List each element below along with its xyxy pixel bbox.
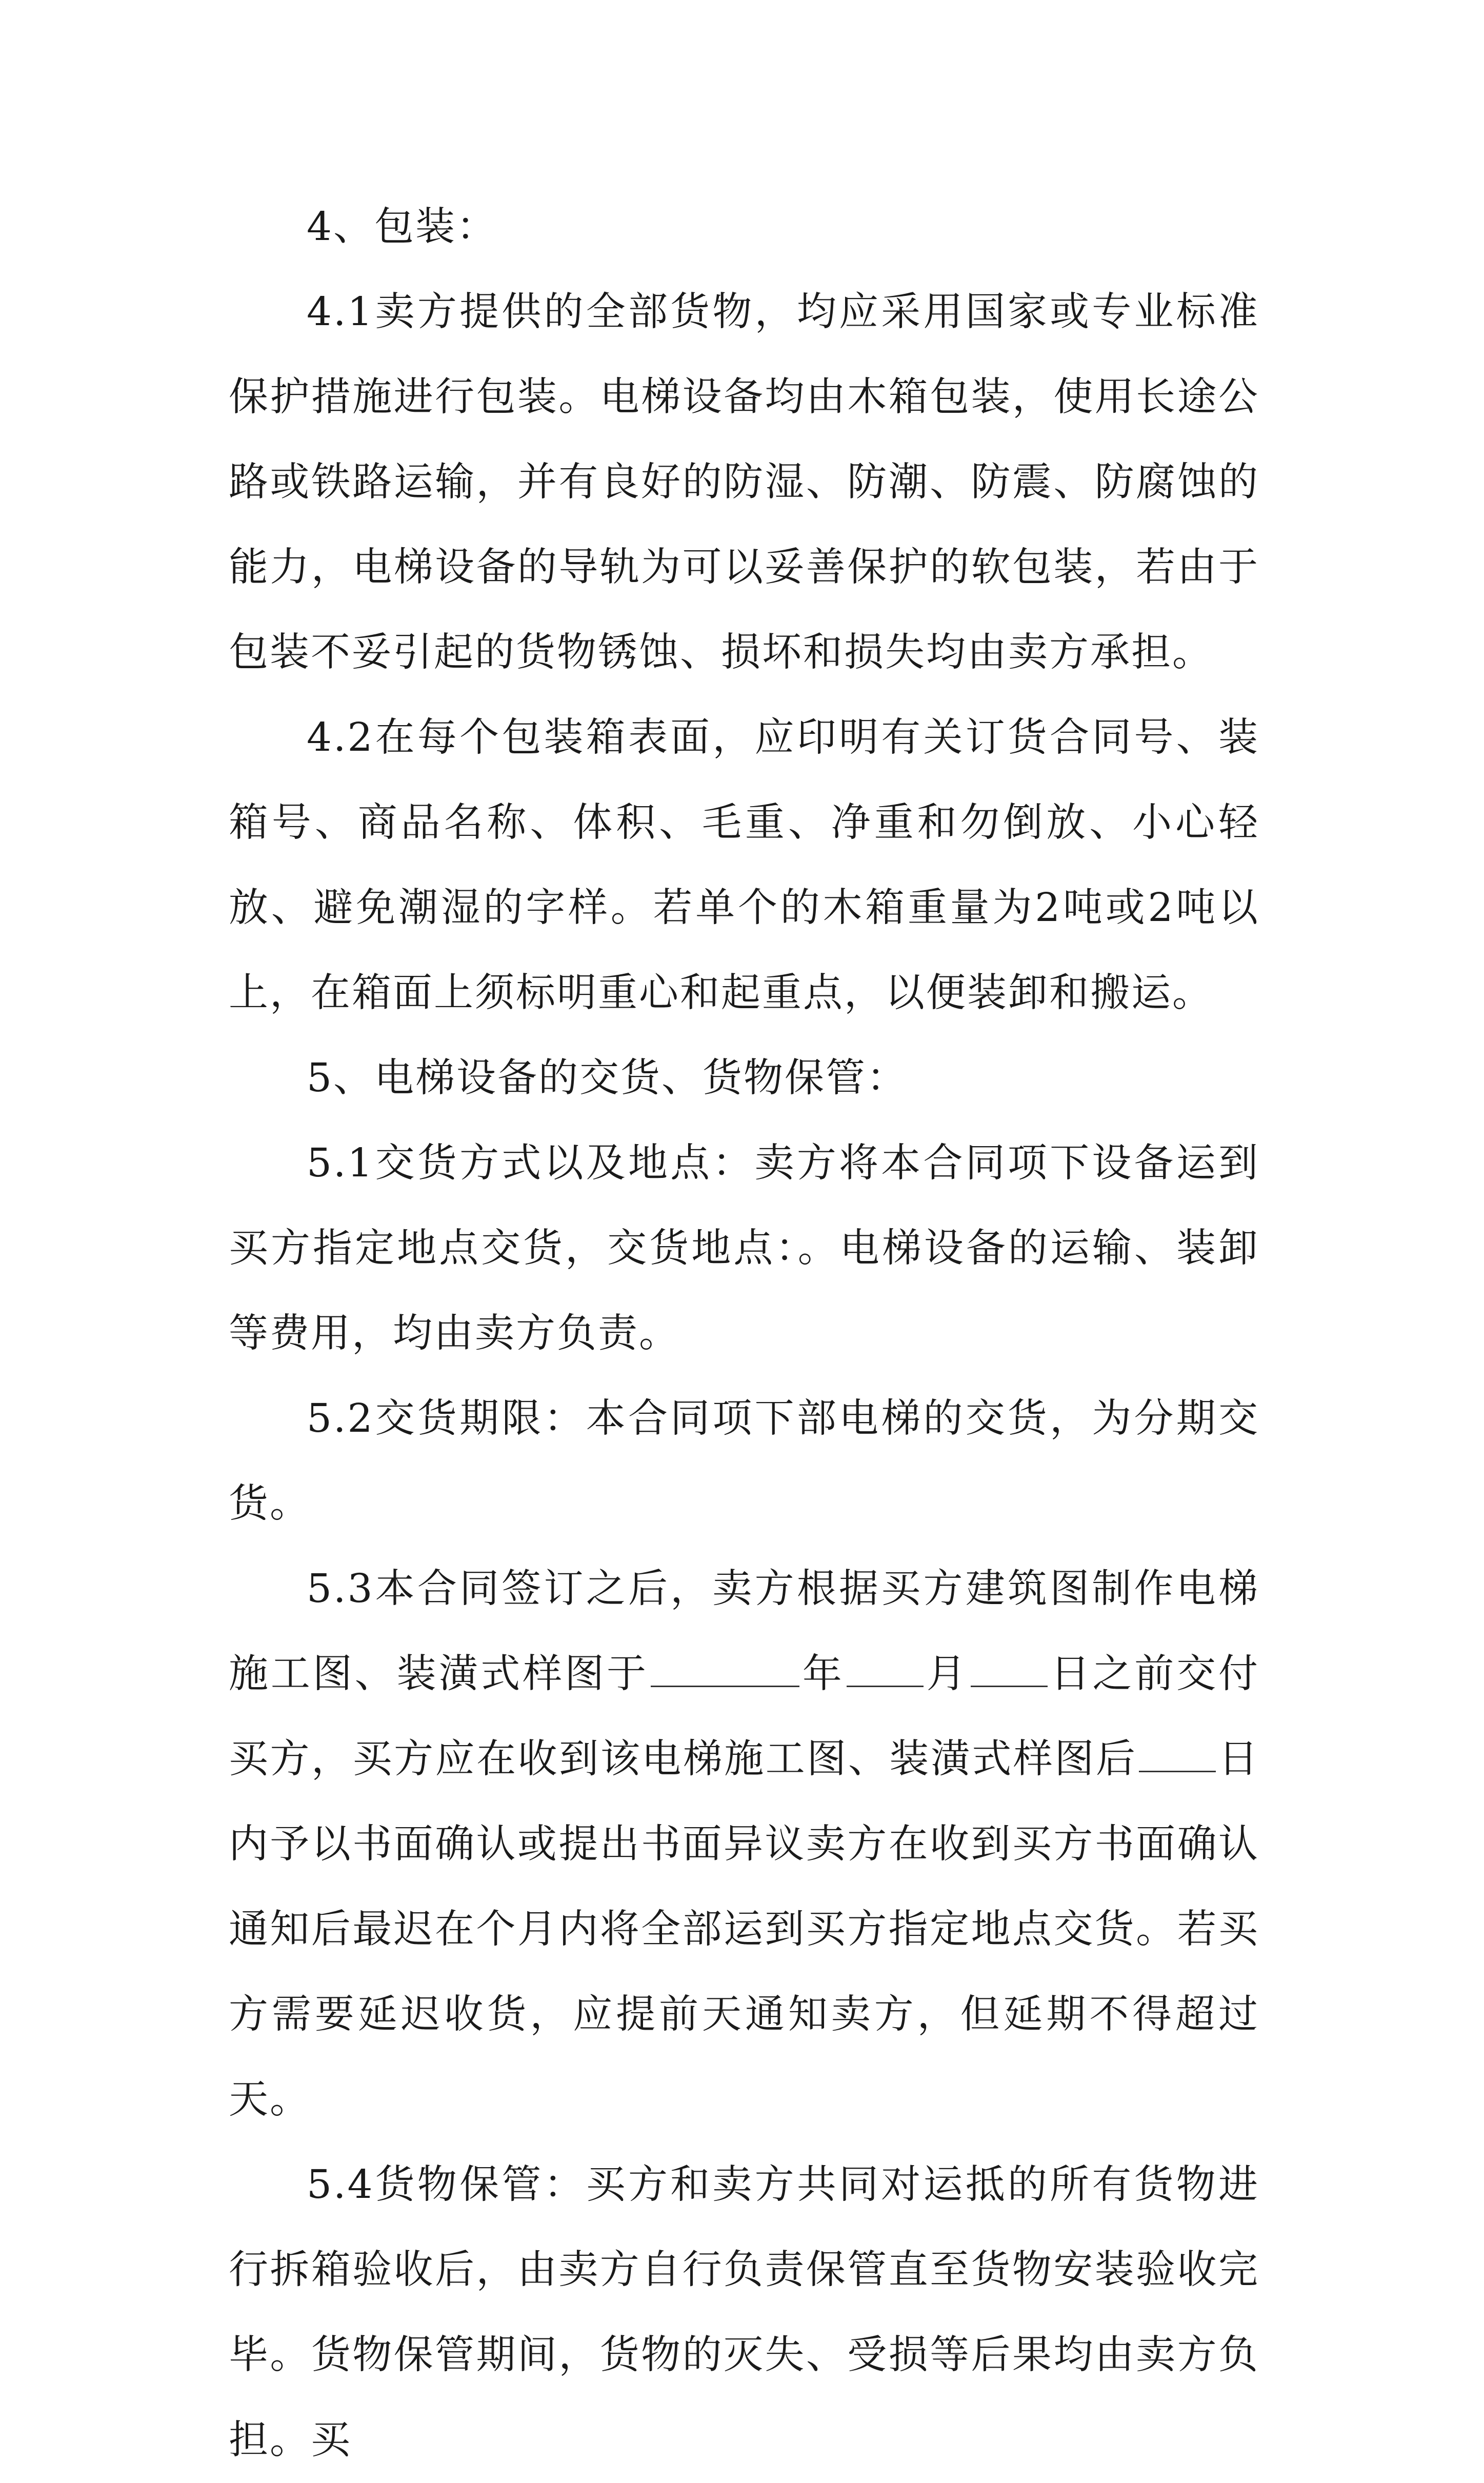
clause-4-2: 4.2在每个包装箱表面，应印明有关订货合同号、装箱号、商品名称、体积、毛重、净重和勿倒放、小心轻放、避免潮湿的字样。若单个的木箱重量为2吨或2吨以上，在箱面上须标明重心和起重点，以便装卸和搬运。 [229,715,1259,1016]
clause-5-1: 5.1交货方式以及地点：卖方将本合同项下设备运到买方指定地点交货，交货地点：。电梯设备的运输、装卸等费用，均由卖方负责。 [229,1140,1259,1356]
clause-4-1: 4.1卖方提供的全部货物，均应采用国家或专业标准保护措施进行包装。电梯设备均由木箱包装，使用长途公路或铁路运输，并有良好的防湿、防潮、防震、防腐蚀的能力，电梯设备的导轨为可以妥善保护的软包装，若由于包装不妥引起的货物锈蚀、损坏和损失均由卖方承担。 [229,289,1259,675]
document-body [229,185,1259,2483]
year-blank [651,1653,799,1687]
clause-5-3 [229,1547,1259,2142]
clause-5-3-month-label: 月 [925,1651,969,1697]
day-blank [971,1653,1048,1687]
section-heading-packaging: 4、包装： [307,204,497,250]
clause-5-3-text-1: 5.3本合同签订之后，卖方根据买方建筑图制作电梯施工图、装潢式样图于 [229,1566,1259,1697]
days-blank [1139,1738,1216,1772]
section-heading-delivery: 5、电梯设备的交货、货物保管： [307,1055,908,1101]
clause-5-2: 5.2交货期限：本合同项下部电梯的交货，为分期交货。 [229,1396,1259,1527]
month-blank [847,1653,924,1687]
clause-5-3-text-3: 日内予以书面确认或提出书面异议卖方在收到买方书面确认通知后最迟在个月内将全部运到买方指定地点交货。若买方需要延迟收货，应提前天通知卖方，但延期不得超过天。 [229,1736,1260,2122]
clause-5-3-year-label: 年 [801,1651,845,1697]
clause-5-4: 5.4货物保管：买方和卖方共同对运抵的所有货物进行拆箱验收后，由卖方自行负责保管直至货物安装验收完毕。货物保管期间，货物的灭失、受损等后果均由卖方负担。买 [229,2162,1259,2463]
clause-5-3-text-2: 日之前交付买方，买方应在收到该电梯施工图、装潢式样图后 [229,1651,1260,1782]
